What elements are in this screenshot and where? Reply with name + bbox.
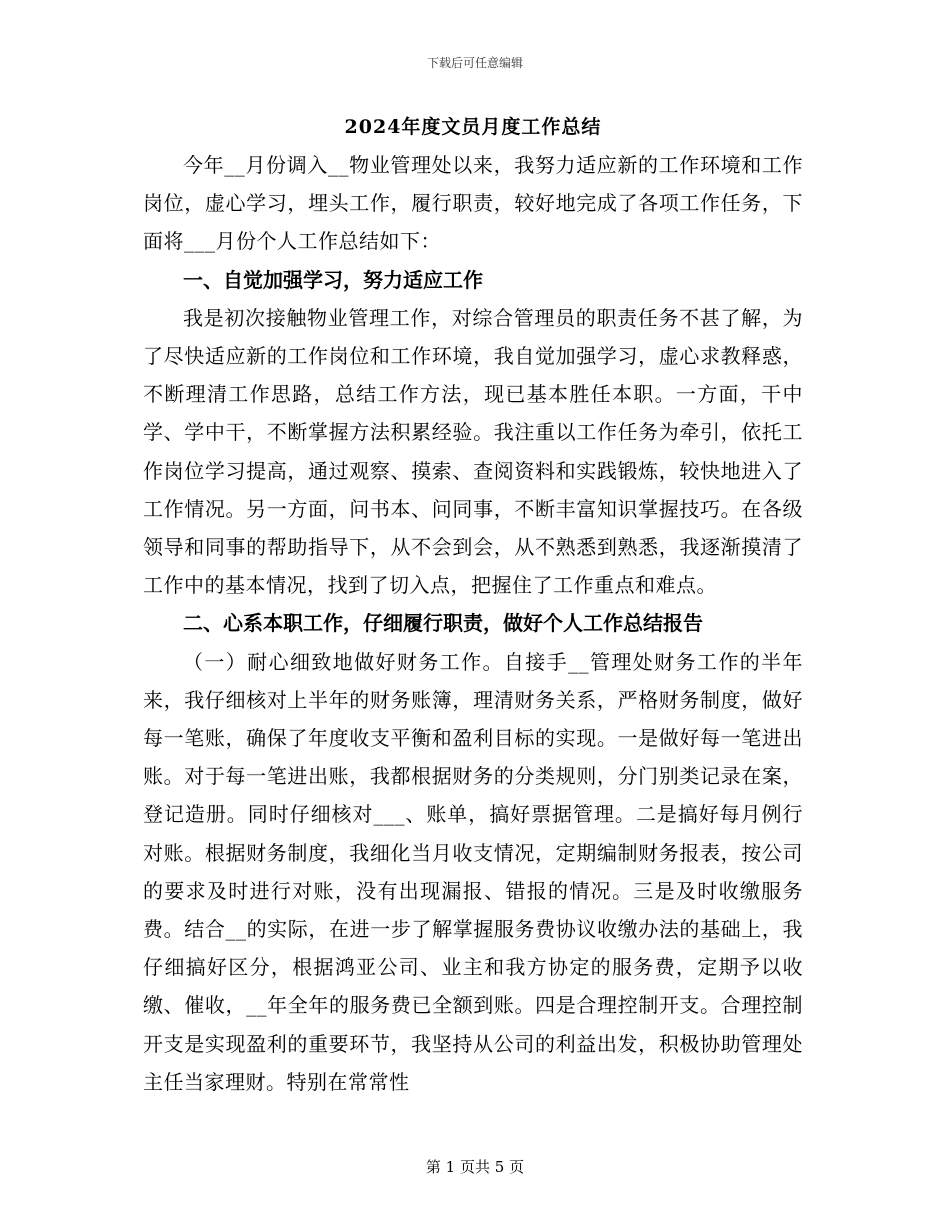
page-number: 第 1 页共 5 页 (425, 1158, 525, 1176)
document-title: 2024年度文员月度工作总结 (344, 116, 602, 138)
intro-paragraph: 今年__月份调入__物业管理处以来，我努力适应新的工作环境和工作岗位，虚心学习，埋头工作，履行职责，较好地完成了各项工作任务，下面将___月份个人工作总结如下： (143, 153, 803, 254)
section-1-paragraph: 我是初次接触物业管理工作，对综合管理员的职责任务不甚了解，为了尽快适应新的工作岗位和工作环境，我自觉加强学习，虚心求教释惑，不断理清工作思路，总结工作方法，现已基本胜任本职。一方面，干中学、学中干，不断掌握方法积累经验。我注重以工作任务为牵引，依托工作岗位学习提高，通过观察、摸索、查阅资料和实践锻炼，较快地进入了工作情况。另一方面，问书本、问同事，不断丰富知识掌握技巧。在各级领导和同事的帮助指导下，从不会到会，从不熟悉到熟悉，我逐渐摸清了工作中的基本情况，找到了切入点，把握住了工作重点和难点。 (143, 305, 803, 598)
document-body (143, 112, 803, 1101)
section-1-heading: 一、自觉加强学习，努力适应工作 (183, 267, 483, 292)
section-2-heading: 二、心系本职工作，仔细履行职责，做好个人工作总结报告 (183, 611, 703, 636)
section-2-paragraph: （一）耐心细致地做好财务工作。自接手__管理处财务工作的半年来，我仔细核对上半年的财务账簿，理清财务关系，严格财务制度，做好每一笔账，确保了年度收支平衡和盈利目标的实现。一是做好每一笔进出账。对于每一笔进出账，我都根据财务的分类规则，分门别类记录在案，登记造册。同时仔细核对___、账单，搞好票据管理。二是搞好每月例行对账。根据财务制度，我细化当月收支情况，定期编制财务报表，按公司的要求及时进行对账，没有出现漏报、错报的情况。三是及时收缴服务费。结合__的实际，在进一步了解掌握服务费协议收缴办法的基础上，我仔细搞好区分，根据鸿亚公司、业主和我方协定的服务费，定期予以收缴、催收，__年全年的服务费已全额到账。四是合理控制开支。合理控制开支是实现盈利的重要环节，我坚持从公司的利益出发，积极协助管理处主任当家理财。特别在常常性 (143, 649, 803, 1094)
header-note: 下载后可任意编辑 (426, 56, 523, 70)
